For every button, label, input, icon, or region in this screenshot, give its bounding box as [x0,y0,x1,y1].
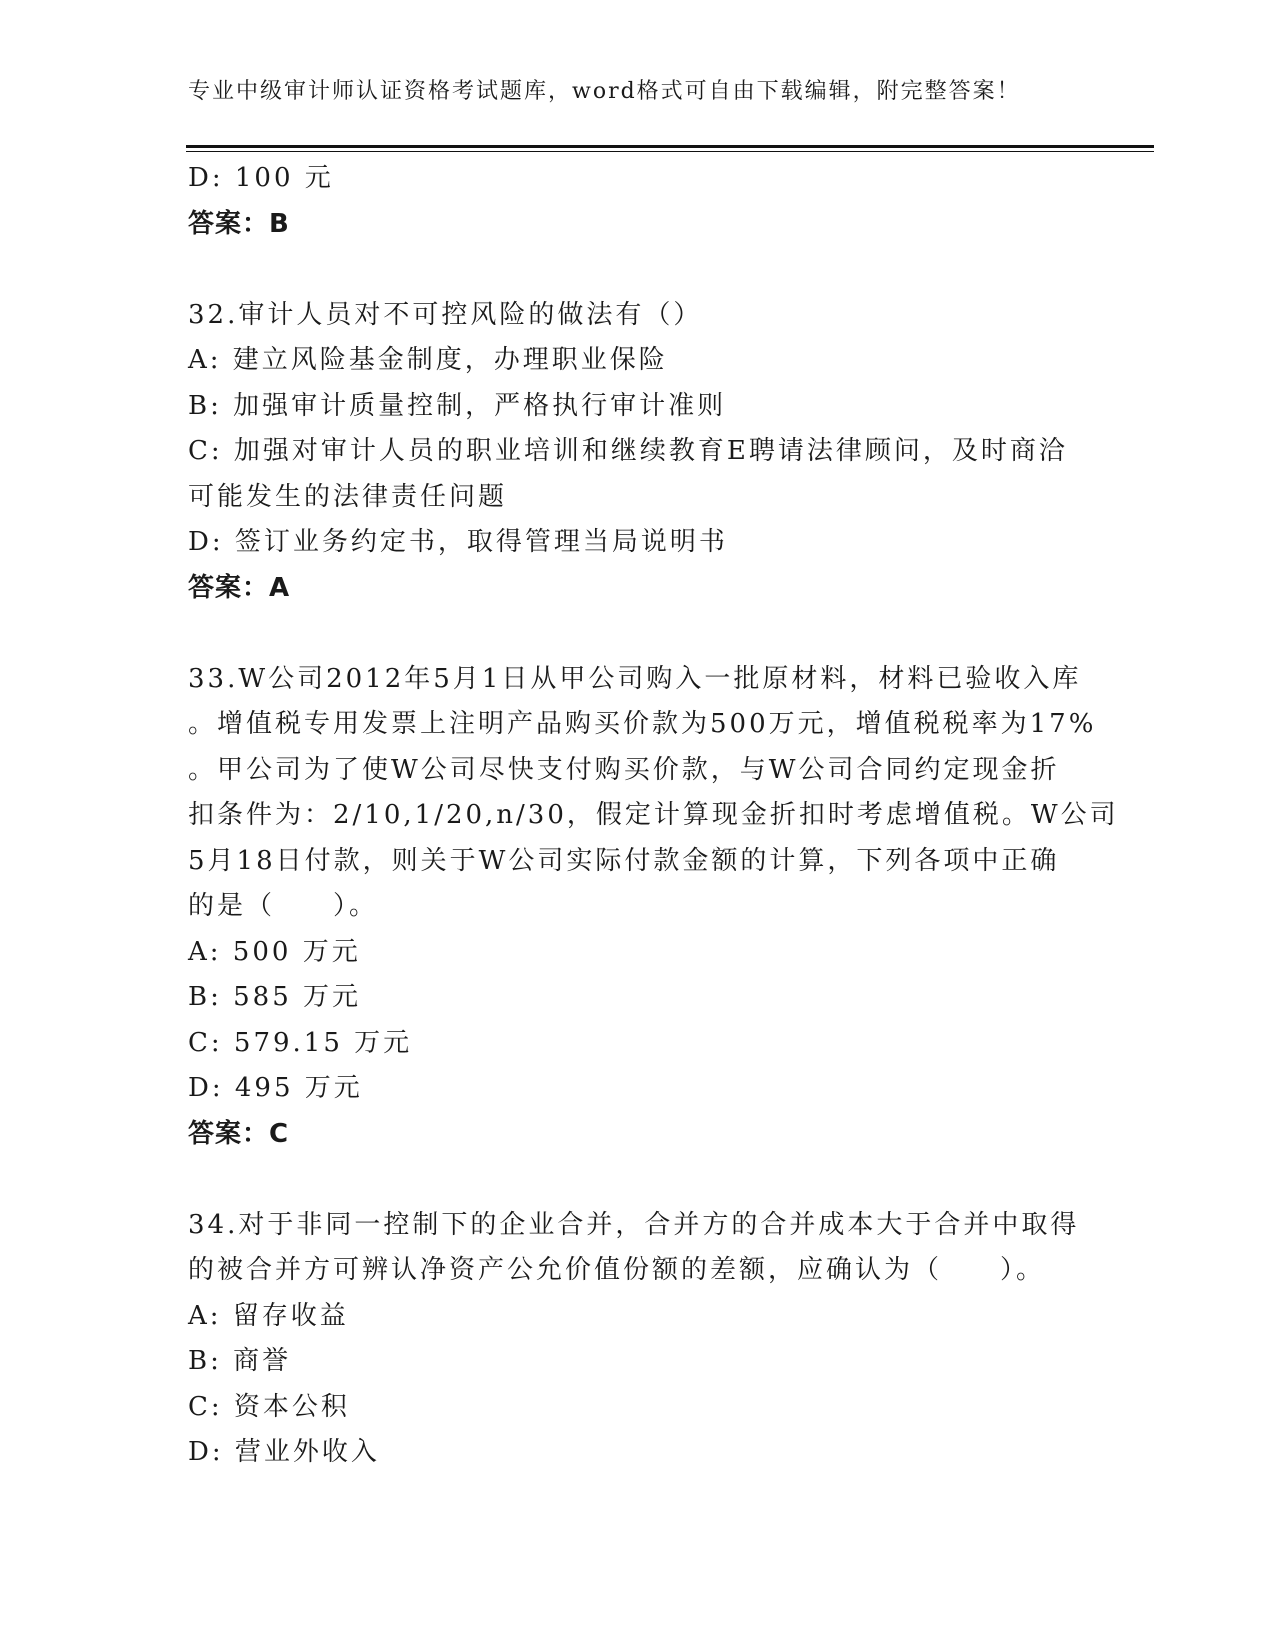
page-header: 专业中级审计师认证资格考试题库，word格式可自由下载编辑，附完整答案！ [188,79,1021,104]
q34-option-b: B: 商誉 [188,1346,292,1376]
q33-stem-line2: 。增值税专用发票上注明产品购买价款为500万元，增值税税率为17% [188,709,1097,739]
q33-option-c: C: 579.15 万元 [188,1027,413,1058]
q31-option-d: D: 100 元 [188,163,334,193]
q33-stem-line1: 33.W公司2012年5月1日从甲公司购入一批原材料，材料已验收入库 [188,663,1082,694]
q32-option-c-line2: 可能发生的法律责任问题 [188,481,508,512]
q33-answer: 答案：C [188,1118,290,1149]
q33-option-d: D: 495 万元 [188,1073,363,1103]
q33-option-b: B: 585 万元 [188,982,362,1012]
q32-option-d: D: 签订业务约定书，取得管理当局说明书 [188,527,728,557]
q32-option-b: B: 加强审计质量控制，严格执行审计准则 [188,390,727,421]
spacer [188,1157,1088,1203]
q33-stem-line3: 。甲公司为了使W公司尽快支付购买价款，与W公司合同约定现金折 [188,754,1060,785]
q34-option-c: C: 资本公积 [188,1391,350,1422]
q33-option-a: A: 500 万元 [188,936,361,967]
header-rule-thin [186,151,1154,152]
q32-option-a: A: 建立风险基金制度，办理职业保险 [188,345,668,375]
spacer [188,247,1088,293]
q32-stem: 32.审计人员对不可控风险的做法有（） [188,299,703,330]
question-content [188,156,1119,1476]
spacer [188,611,1088,657]
header-rule-thick [186,145,1154,148]
q32-option-c-line1: C: 加强对审计人员的职业培训和继续教育E聘请法律顾问，及时商洽 [188,436,1068,466]
q34-stem-line1: 34.对于非同一控制下的企业合并，合并方的合并成本大于合并中取得 [188,1209,1080,1240]
q34-option-a: A: 留存收益 [188,1300,349,1331]
q32-answer: 答案：A [188,572,291,603]
q33-stem-line5: 5月18日付款，则关于W公司实际付款金额的计算，下列各项中正确 [188,845,1060,876]
q33-stem-line6: 的是（ ）。 [188,891,379,921]
q33-stem-line4: 扣条件为：2/10,1/20,n/30，假定计算现金折扣时考虑增值税。W公司 [188,800,1119,830]
q31-answer: 答案：B [188,208,290,239]
q34-stem-line2: 的被合并方可辨认净资产公允价值份额的差额，应确认为（ ）。 [188,1255,1046,1285]
q34-option-d: D: 营业外收入 [188,1437,380,1467]
